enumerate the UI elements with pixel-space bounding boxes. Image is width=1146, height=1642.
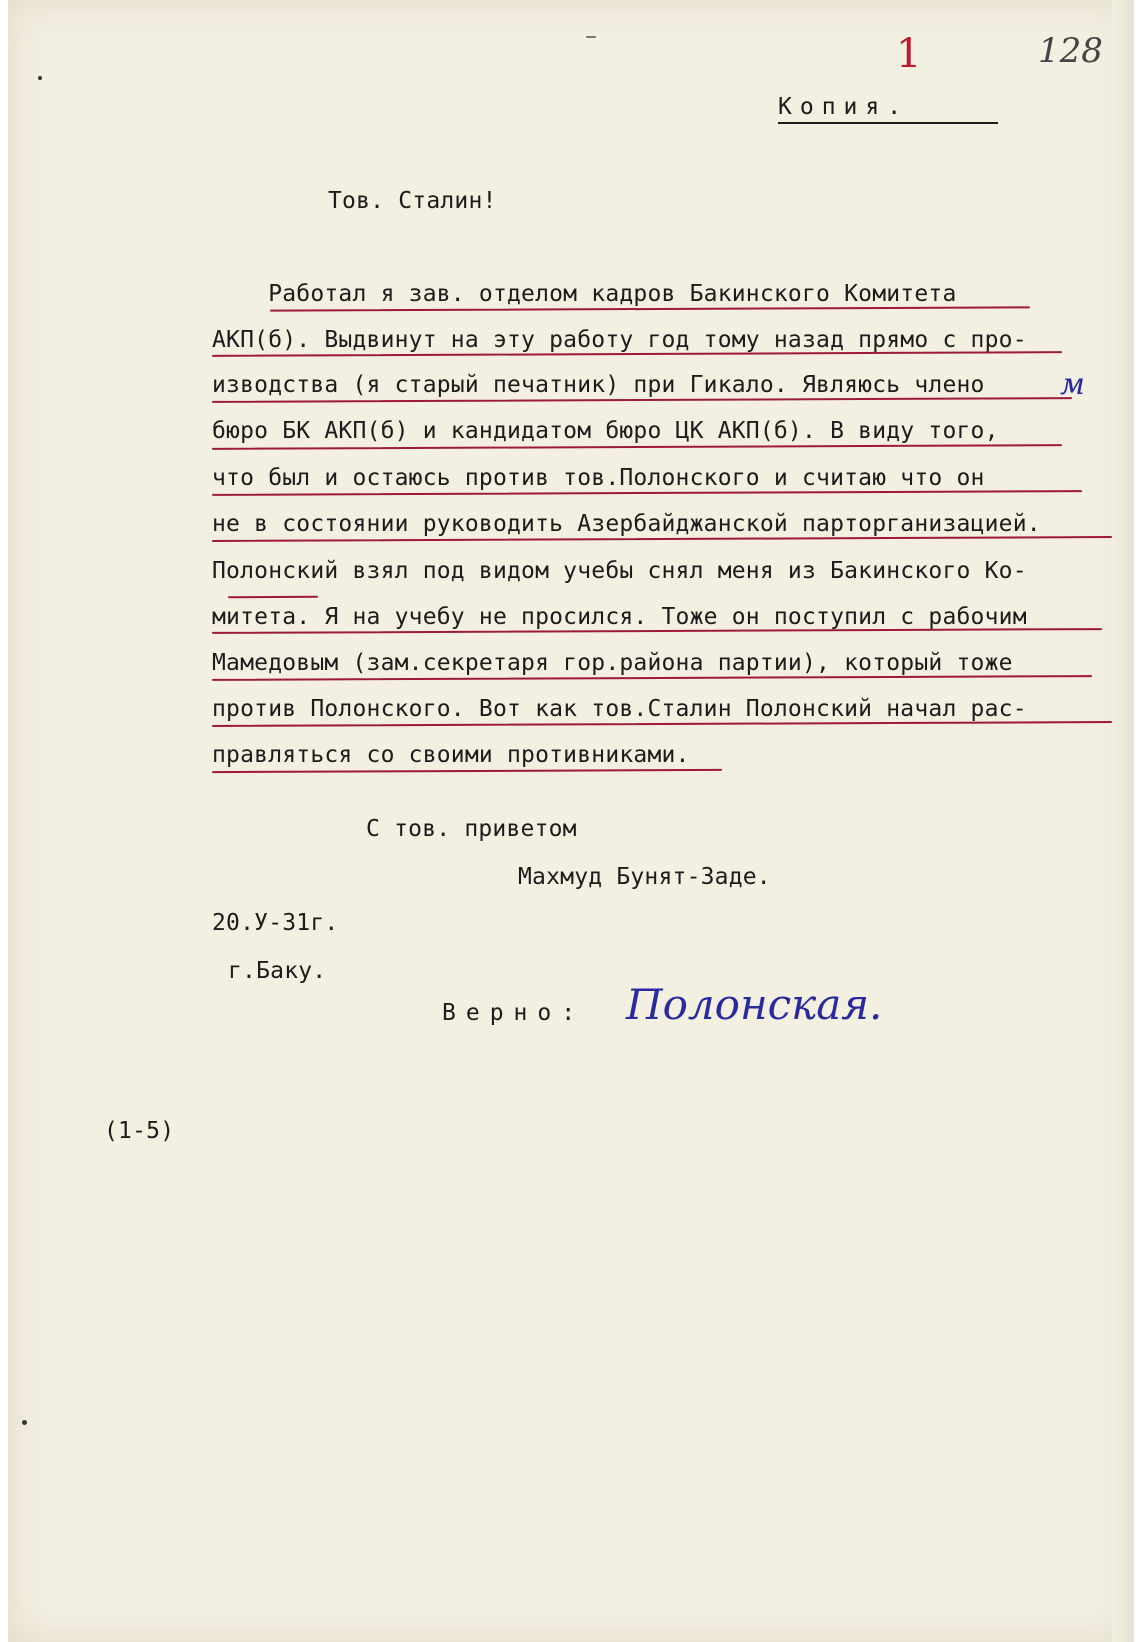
- paper-speck: [38, 76, 42, 80]
- body-line: правляться со своими противниками.: [212, 742, 690, 768]
- author: Махмуд Бунят-Заде.: [518, 864, 771, 890]
- body-line: изводства (я старый печатник) при Гикало. Являюсь члено: [212, 372, 985, 398]
- red-pencil-underline: [228, 596, 318, 598]
- copy-label-underline: [778, 122, 998, 124]
- stamp-number: 1: [896, 31, 922, 77]
- certification-signature: Полонская.: [626, 980, 883, 1029]
- archive-page-number: 128: [1038, 31, 1103, 71]
- red-pencil-underline: [212, 769, 722, 773]
- red-pencil-underline: [270, 306, 1030, 311]
- body-line: Работал я зав. отделом кадров Бакинского Комитета: [212, 281, 957, 307]
- paper-speck: [22, 1420, 27, 1425]
- handwritten-correction: м: [1060, 367, 1085, 402]
- place: г.Баку.: [228, 958, 327, 984]
- body-line: бюро БК АКП(б) и кандидатом бюро ЦК АКП(б). В виду того,: [212, 418, 999, 444]
- certification-label: Верно:: [442, 1000, 586, 1026]
- body-line: АКП(б). Выдвинут на эту работу год тому назад прямо с про-: [212, 327, 1027, 353]
- paper-speck: [586, 36, 596, 38]
- closing: С тов. приветом: [366, 816, 577, 842]
- body-line: митета. Я на учебу не просился. Тоже он поступил с рабочим: [212, 604, 1027, 630]
- body-line: Полонский взял под видом учебы снял меня из Бакинского Ко-: [212, 558, 1027, 584]
- salutation: Тов. Сталин!: [328, 188, 497, 214]
- body-line: против Полонского. Вот как тов.Сталин Полонский начал рас-: [212, 696, 1027, 722]
- document-page: [8, 0, 1134, 1642]
- body-line: не в состоянии руководить Азербайджанской парторганизацией.: [212, 511, 1041, 537]
- body-line: что был и остаюсь против тов.Полонского и считаю что он: [212, 465, 985, 491]
- red-pencil-underline: [212, 444, 1062, 450]
- paper-edge: [1112, 0, 1134, 1642]
- date: 20.У-31г.: [212, 910, 339, 936]
- body-line: Мамедовым (зам.секретаря гор.района партии), который тоже: [212, 650, 1013, 676]
- copy-label: Копия.: [778, 94, 910, 120]
- reference-number: (1-5): [104, 1118, 175, 1144]
